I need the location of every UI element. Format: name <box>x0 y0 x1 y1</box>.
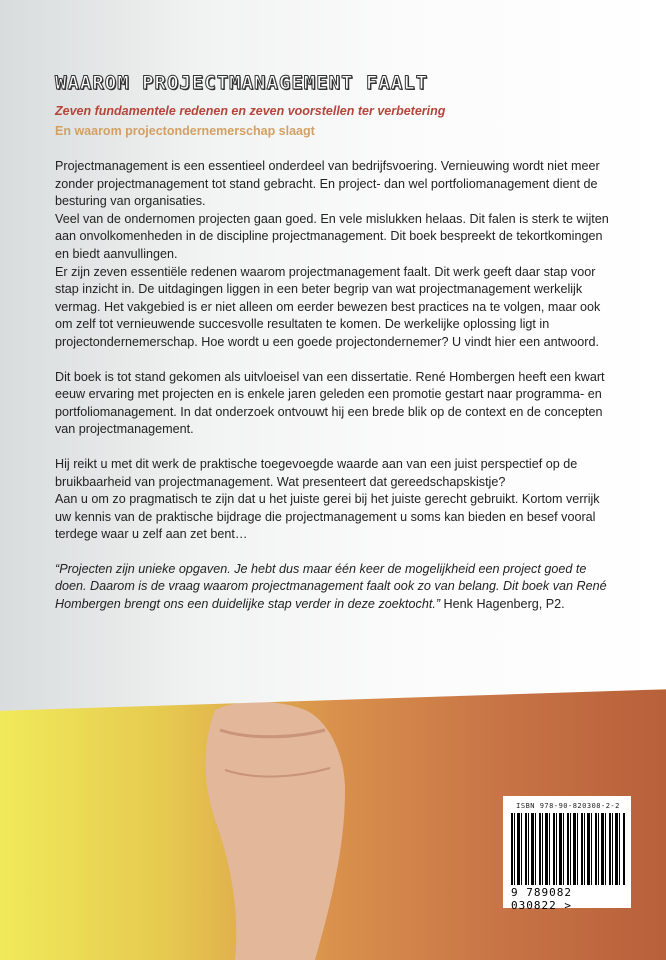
subtitle: Zeven fundamentele redenen en zeven voorstellen ter verbetering <box>55 104 446 118</box>
paragraph: Veel van de ondernomen projecten gaan goed. En vele mislukken helaas. Dit falen is sterk te wijten aan onvolkomenheden in de discipline projectmanagement. Dit boek bespreekt de tekortkomingen en biedt aanvullingen. <box>55 211 609 261</box>
paragraph: Dit boek is tot stand gekomen als uitvloeisel van een dissertatie. René Hombergen heeft een kwart eeuw ervaring met projecten en is enkele jaren geleden een promotie gestart naar programma- en portfoliomanagement. In dat onderzoek ontvouwt hij een brede blik op de context en de concepten van projectmanagement. <box>55 369 605 437</box>
paragraph: Aan u om zo pragmatisch te zijn dat u het juiste gerei bij het juiste gerecht gebruikt. Kortom verrijk uw kennis van de praktische bijdrage die projectmanagement u soms kan bieden en besef vooral terdege waar u zelf aan zet bent… <box>55 492 600 542</box>
hand-illustration <box>195 690 375 960</box>
quote-author: Henk Hagenberg, P2. <box>440 597 565 612</box>
paragraph: Er zijn zeven essentiële redenen waarom projectmanagement faalt. Dit werk geeft daar stap voor stap inzicht in. De uitdagingen liggen in een beter begrip van wat projectmanagement werkelijk vermag. Het vakgebied is er niet alleen om eerder bewezen best practices na te volgen, maar ook om zelf tot vernieuwende succesvolle resultaten te komen. De werkelijke oplossing ligt in projectondernemerschap. Hoe wordt u een goede projectondernemer? U vindt hier een antwoord. <box>55 264 601 349</box>
isbn: ISBN 978-90-820308-2-2 <box>516 802 620 810</box>
barcode-digits: 9 789082 030822 > <box>511 886 572 912</box>
subtitle-secondary: En waarom projectondernemerschap slaagt <box>55 124 315 138</box>
quote: “Projecten zijn unieke opgaven. Je hebt dus maar één keer de mogelijkheid een project goed te doen. Daarom is de vraag waarom projectmanagement faalt ook zo van belang. Dit boek van René Hombergen brengt ons een duidelijke stap verder in deze zoektocht.” <box>55 561 607 612</box>
barcode <box>503 796 631 912</box>
paragraph: Hij reikt u met dit werk de praktische toegevoegde waarde aan van een juist perspectief op de bruikbaarheid van projectmanagement. Wat presenteert dat gereedschapskistje? <box>55 456 578 489</box>
barcode-bars <box>511 813 625 885</box>
quote-block <box>55 561 615 614</box>
paragraph: Projectmanagement is een essentieel onderdeel van bedrijfsvoering. Vernieuwing wordt niet meer zonder projectmanagement tot stand gebracht. En project- dan wel portfoliomanagement dient de besturing van organisaties. <box>55 159 600 209</box>
blurb <box>55 158 615 614</box>
book-title: WAAROM PROJECTMANAGEMENT FAALT <box>55 72 429 94</box>
